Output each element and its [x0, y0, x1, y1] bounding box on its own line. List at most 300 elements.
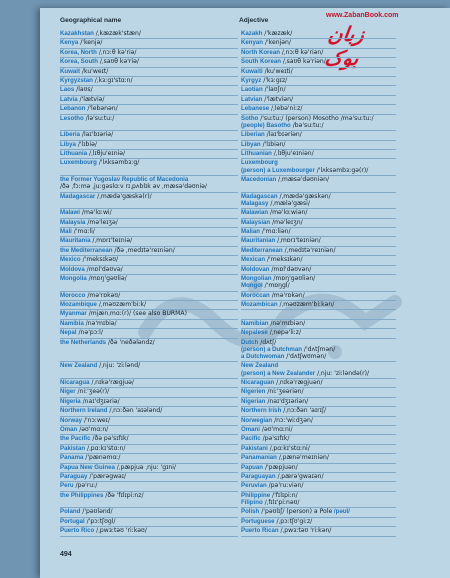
- table-row: [60, 49, 396, 58]
- table-row: [60, 266, 396, 275]
- entry-line: [241, 167, 396, 174]
- pronunciation: /ðə 'fɪlɪpiːnz/: [103, 491, 144, 499]
- adjective-cell: [241, 508, 396, 517]
- pronunciation: /'lʌksəmbɜːg/: [96, 159, 140, 167]
- entry-line: [241, 282, 396, 289]
- geographical-name-cell: [60, 159, 238, 176]
- headword: Peru: [60, 482, 74, 490]
- entry-line: [60, 492, 238, 499]
- adjective-cell: [241, 86, 396, 95]
- pronunciation: /ðə ˌfɔːmə ˌjuːgəslɑːv rɪˌpʌblɪk əv ˌmæsə'dəʊniə/: [60, 183, 207, 191]
- headword: Madagascar: [60, 192, 96, 200]
- pronunciation: /'lætviə/: [77, 95, 105, 103]
- table-row: [60, 141, 396, 150]
- entry-line: [60, 417, 238, 424]
- adjective-cell: [241, 473, 396, 482]
- entry-line: [60, 482, 238, 489]
- headword: Mali: [60, 228, 72, 235]
- headword: Moroccan: [241, 291, 270, 299]
- pronunciation: /mə'rɒkəʊ/: [85, 291, 121, 299]
- headword: Moldova: [60, 265, 85, 273]
- entry-line: [241, 339, 396, 346]
- headword: South Korean: [241, 58, 281, 66]
- entry-line: [60, 30, 238, 37]
- table-row: [60, 473, 396, 482]
- headword: Mauritania: [60, 237, 91, 245]
- pronunciation: /ˌmædə'gæskən/: [277, 192, 331, 200]
- table-row: [60, 388, 396, 397]
- geographical-name-cell: [60, 417, 238, 426]
- headword: Malawian: [241, 209, 269, 217]
- pronunciation: /nɔː'wiːdʒən/: [272, 416, 313, 424]
- table-row: [60, 292, 396, 301]
- pronunciation: /ku'weɪti/: [262, 67, 293, 75]
- entry-line: [241, 320, 396, 327]
- pronunciation: /ˌmæsə'dəʊniən/: [276, 176, 330, 183]
- adjective-cell: [241, 518, 396, 527]
- table-row: [60, 398, 396, 407]
- entry-line: [241, 176, 396, 183]
- headword: Norwegian: [241, 416, 273, 424]
- pronunciation: /mɒl'dəʊvə/: [84, 265, 123, 273]
- table-row: [60, 379, 396, 388]
- pronunciation: /mɒŋ'gəʊliə/: [86, 275, 127, 282]
- entry-line: [60, 518, 238, 525]
- geographical-name-cell: [60, 77, 238, 86]
- pronunciation: /mə'lɑːwi/: [79, 209, 112, 217]
- pronunciation: /'fɪlɪpiːn/: [270, 491, 298, 499]
- entry-line: [60, 266, 238, 273]
- headword: Nigeria: [60, 397, 81, 405]
- headword: Pakistan: [60, 444, 86, 452]
- adjective-cell: [241, 362, 396, 379]
- pronunciation: /'pɔːtʃʊgl/: [84, 517, 116, 525]
- pronunciation: /'kenjə/: [78, 39, 103, 47]
- pronunciation: /ˌnɔːðən 'aɪrɪʃ/: [281, 407, 327, 415]
- adjective-cell: [241, 445, 396, 454]
- pronunciation: /nə'pɔːl/: [76, 329, 103, 337]
- geographical-name-cell: [60, 301, 238, 310]
- entry-line: [60, 150, 238, 157]
- pronunciation: /ˌmɒrɪ'teɪniən/: [275, 237, 321, 245]
- table-row: [60, 159, 396, 176]
- entry-line: [60, 68, 238, 75]
- pronunciation: /'lɪbiən/: [260, 140, 286, 148]
- entry-line: [60, 115, 238, 122]
- pronunciation: /naɪ'dʒɪəriən/: [265, 397, 309, 405]
- geographical-name-cell: [60, 209, 238, 218]
- entry-line: [241, 49, 396, 56]
- entry-line: [60, 58, 238, 65]
- table-row: [60, 247, 396, 256]
- entry-line: [241, 219, 396, 226]
- entry-line: [60, 141, 238, 148]
- headword: North Korean: [241, 48, 280, 56]
- entry-line: [60, 159, 238, 166]
- pronunciation: /'lætviən/: [262, 95, 294, 103]
- adjective-cell: [241, 176, 396, 193]
- geographical-name-cell: [60, 105, 238, 114]
- headword: Kuwait: [60, 67, 80, 75]
- headword: /pəʊl/: [332, 508, 350, 516]
- entry-line: [60, 388, 238, 395]
- pronunciation: /mə'rɒkən/: [269, 291, 305, 299]
- table-row: [60, 339, 396, 363]
- headword: Mongol: [241, 282, 263, 290]
- geographical-name-cell: [60, 176, 238, 193]
- adjective-cell: [241, 464, 396, 473]
- headword: (person) a Luxembourger: [241, 166, 315, 174]
- pronunciation: /ˌpwɜːtəʊ 'riːkən/: [278, 527, 332, 535]
- pronunciation: /lə'suːtuː/: [83, 114, 115, 122]
- pronunciation: /mi̯ænˌmɑː(r)/ (see also BURMA): [86, 310, 187, 318]
- table-row: [60, 150, 396, 159]
- entry-line: [60, 310, 238, 317]
- entry-line: [60, 131, 238, 138]
- geographical-name-cell: [60, 49, 238, 58]
- headword: Luxembourg: [241, 159, 278, 167]
- headword: Laos: [60, 86, 75, 94]
- table-row: [60, 445, 396, 454]
- pronunciation: /mə'lɑːwiən/: [268, 209, 308, 217]
- pronunciation: /laʊs/: [74, 86, 93, 94]
- table-row: [60, 508, 396, 517]
- entry-line: [241, 527, 396, 534]
- headword: Puerto Rico: [60, 527, 95, 535]
- headword: Northern Irish: [241, 407, 282, 415]
- table-row: [60, 228, 396, 237]
- table-row: [60, 320, 396, 329]
- adjective-cell: [241, 141, 396, 150]
- headword: Malaysian: [241, 218, 271, 226]
- headword: Mauritanian: [241, 237, 276, 245]
- headword: Liberia: [60, 131, 80, 139]
- headword: Namibian: [241, 319, 269, 327]
- headword: Kazakhstan: [60, 30, 94, 37]
- adjective-cell: [241, 256, 396, 265]
- headword: Kenya: [60, 39, 79, 47]
- table-row: [60, 518, 396, 527]
- entry-line: [60, 247, 238, 254]
- adjective-cell: [241, 219, 396, 228]
- table-row: [60, 193, 396, 210]
- headword: Polish: [241, 508, 260, 516]
- headword: Korea, North: [60, 48, 97, 56]
- pronunciation: /ˌnɪkə'rægjuə/: [89, 379, 134, 386]
- headword: Nigerien: [241, 388, 266, 396]
- adjective-cell: [241, 209, 396, 218]
- entry-line: [241, 492, 396, 499]
- pronunciation: /ˌməʊzæm'biːkən/: [277, 301, 335, 308]
- table-row: [60, 435, 396, 444]
- table-row: [60, 310, 396, 319]
- adjective-cell: [241, 417, 396, 426]
- headword: Mexico: [60, 256, 81, 264]
- headword: Lebanese: [241, 105, 270, 113]
- pronunciation: /naɪ'dʒɪəriə/: [80, 397, 120, 405]
- headword: Lesotho: [60, 114, 84, 122]
- geographical-name-cell: [60, 320, 238, 329]
- geographical-name-cell: [60, 339, 238, 363]
- headword: the Netherlands: [60, 338, 107, 346]
- entry-line: [60, 329, 238, 336]
- table-row: [60, 86, 396, 95]
- pronunciation: /ˌnɔːθ kə'riən/: [279, 48, 324, 56]
- table-row: [60, 492, 396, 509]
- table-row: [60, 58, 396, 67]
- entry-line: [241, 454, 396, 461]
- headword: Portugal: [60, 517, 85, 525]
- entry-line: [241, 518, 396, 525]
- headword: the Philippines: [60, 491, 104, 499]
- headword: Myanmar: [60, 310, 87, 318]
- entry-line: [241, 209, 396, 216]
- geographical-name-cell: [60, 86, 238, 95]
- headword: Lebanon: [60, 105, 86, 113]
- pronunciation: /ˌlɪθju'eɪniən/: [271, 150, 314, 157]
- entry-line: [241, 159, 396, 166]
- entry-line: [60, 49, 238, 56]
- entry-line: [241, 247, 396, 254]
- headword: Northern Ireland: [60, 407, 108, 415]
- table-row: [60, 464, 396, 473]
- headword: Filipino: [241, 499, 263, 506]
- pronunciation: /ˌməʊzæm'biːk/: [96, 301, 147, 308]
- pronunciation: /'suːtuː/ (person) Mosotho /mə'suːtuː/: [258, 114, 374, 122]
- headword: (people) Basotho: [241, 121, 291, 129]
- headword: Oman: [60, 426, 78, 433]
- headword: Poland: [60, 508, 81, 516]
- headword: Macedonian: [241, 176, 277, 183]
- entry-line: [60, 426, 238, 433]
- headword: Latvian: [241, 95, 263, 103]
- entry-line: [60, 39, 238, 46]
- headword: Mediterranean: [241, 246, 283, 254]
- adjective-cell: [241, 68, 396, 77]
- geographical-name-cell: [60, 464, 238, 473]
- page-number: 494: [60, 551, 72, 558]
- entry-line: [60, 398, 238, 405]
- entry-line: [241, 388, 396, 395]
- adjective-cell: [241, 492, 396, 509]
- geographical-name-cell: [60, 473, 238, 482]
- adjective-cell: [241, 329, 396, 338]
- headword: Latvia: [60, 95, 78, 103]
- adjective-cell: [241, 159, 396, 176]
- geographical-name-cell: [60, 407, 238, 416]
- entry-line: [241, 407, 396, 414]
- geographical-name-cell: [60, 388, 238, 397]
- pronunciation: /'lʌksəmbɜːgə(r)/: [314, 166, 369, 174]
- table-row: [60, 77, 396, 86]
- adjective-cell: [241, 131, 396, 140]
- entry-line: [60, 193, 238, 200]
- headword: Papua New Guinea: [60, 463, 115, 471]
- geographical-name-cell: [60, 193, 238, 210]
- headword: Kuwaiti: [241, 67, 263, 75]
- adjective-cell: [241, 58, 396, 67]
- entry-line: [60, 219, 238, 226]
- headword: Portuguese: [241, 517, 275, 525]
- geographical-name-cell: [60, 39, 238, 48]
- geographical-name-cell: [60, 237, 238, 246]
- table-row: [60, 68, 396, 77]
- pronunciation: /ˌsaʊθ kə'riə/: [97, 58, 139, 66]
- headword: Panama: [60, 454, 84, 462]
- geographical-name-cell: [60, 310, 238, 319]
- headword: Laotian: [241, 86, 263, 94]
- pronunciation: /laɪ'bɪəriə/: [79, 131, 114, 139]
- geographical-name-cell: [60, 492, 238, 509]
- headword: a Dutchwoman: [241, 353, 285, 360]
- pronunciation: /'laʊʃn/: [262, 86, 286, 94]
- pronunciation: /ˌnepə'liːz/: [267, 329, 302, 337]
- adjective-cell: [241, 105, 396, 114]
- entry-line: [241, 86, 396, 93]
- entry-line: [60, 292, 238, 299]
- entry-line: [241, 499, 396, 506]
- pronunciation: /ðə ˌmedɪtə'reɪniən/: [112, 246, 175, 254]
- headword: Namibia: [60, 319, 84, 327]
- entry-line: [60, 86, 238, 93]
- entry-line: [60, 464, 238, 471]
- table-row: [60, 275, 396, 292]
- entry-line: [241, 237, 396, 244]
- adjective-cell: [241, 339, 396, 363]
- pronunciation: /ˌnɔːðən 'aɪələnd/: [107, 407, 163, 415]
- headword: Luxembourg: [60, 159, 97, 167]
- headword: Mexican: [241, 256, 266, 264]
- headword: Nepalese: [241, 329, 268, 337]
- headword: (person) a New Zealander: [241, 369, 316, 377]
- adjective-cell: [241, 96, 396, 105]
- pronunciation: /ˌpɑːkɪ'stɑːn/: [85, 444, 126, 452]
- headword: Puerto Rican: [241, 527, 279, 535]
- pronunciation: /ku'weɪt/: [79, 67, 109, 75]
- pronunciation: /ˌmælə'gæsi/: [268, 199, 310, 207]
- adjective-cell: [241, 435, 396, 444]
- geographical-name-cell: [60, 256, 238, 265]
- geographical-name-cell: [60, 58, 238, 67]
- table-row: [60, 407, 396, 416]
- entry-line: [241, 435, 396, 442]
- logo-url: www.ZabanBook.com: [326, 12, 399, 19]
- table-row: [60, 237, 396, 246]
- entry-line: [241, 329, 396, 336]
- entry-line: [60, 96, 238, 103]
- adjective-cell: [241, 115, 396, 132]
- pronunciation: /pə'ruː/: [73, 482, 98, 490]
- pronunciation: /ˌpwɜːtəʊ 'riːkəʊ/: [94, 527, 147, 535]
- headword: the Pacific: [60, 435, 91, 443]
- geographical-name-cell: [60, 445, 238, 454]
- pronunciation: /bə'suːtuː/: [290, 121, 324, 129]
- headword: the Former Yugoslav Republic of Macedonia: [60, 176, 189, 183]
- entry-line: [60, 183, 238, 190]
- table-row: [60, 362, 396, 379]
- pronunciation: /mɒl'dəʊvən/: [269, 265, 312, 273]
- pronunciation: /'nɔːweɪ/: [82, 416, 110, 424]
- pronunciation: /ˌkɜːgɪ'stɑːn/: [92, 77, 133, 84]
- geographical-name-cell: [60, 247, 238, 256]
- pronunciation: /ˌnjuː 'ziːlənd/: [97, 362, 141, 370]
- adjective-cell: [241, 454, 396, 463]
- adjective-cell: [241, 301, 396, 310]
- pronunciation: /'kæzæk/: [262, 30, 293, 37]
- headword: Malaysia: [60, 218, 86, 226]
- pronunciation: /'kɜːgɪz/: [261, 77, 288, 84]
- adjective-cell: [241, 482, 396, 491]
- headword: Pakistani: [241, 444, 268, 452]
- entry-line: [241, 370, 396, 377]
- entry-line: [60, 256, 238, 263]
- headword: Mongolia: [60, 275, 87, 282]
- table-row: [60, 30, 396, 39]
- entry-line: [60, 275, 238, 282]
- pronunciation: /ˌkæzæk'stæn/: [93, 30, 141, 37]
- pronunciation: /ˌlɪθju'eɪniə/: [87, 150, 126, 157]
- entry-line: [241, 301, 396, 308]
- brand-logo: زبان بوک: [323, 22, 366, 70]
- entry-line: [60, 445, 238, 452]
- entry-line: [60, 473, 238, 480]
- pronunciation: /ˌpæpjuə ˌnjuː 'gɪni/: [114, 463, 176, 471]
- entry-line: [241, 105, 396, 112]
- entry-line: [60, 379, 238, 386]
- headword: Nigerian: [241, 397, 266, 405]
- entry-line: [241, 39, 396, 46]
- headword: Malawi: [60, 209, 80, 217]
- table-row: [60, 209, 396, 218]
- adjective-cell: [241, 266, 396, 275]
- pronunciation: /laɪ'bɪəriən/: [264, 131, 302, 139]
- headword: New Zealand: [60, 362, 98, 370]
- column-header-adjective: Adjective: [239, 17, 269, 24]
- headword: Moldovan: [241, 265, 270, 273]
- adjective-cell: [241, 310, 396, 319]
- headword: Malagasy: [241, 199, 269, 207]
- entry-line: [60, 237, 238, 244]
- pronunciation: /'mɑːli/: [71, 228, 95, 235]
- entry-line: [241, 473, 396, 480]
- table-row: [60, 96, 396, 105]
- adjective-cell: [241, 426, 396, 435]
- column-header-geographical-name: Geographical name: [60, 17, 122, 24]
- headword: Madagascan: [241, 192, 278, 200]
- table-row: [60, 105, 396, 114]
- headword: Peruvian: [241, 482, 267, 490]
- headword: the Mediterranean: [60, 246, 113, 254]
- entry-line: [60, 435, 238, 442]
- pronunciation: /əʊ'mɑːni/: [259, 426, 293, 433]
- headword: Liberian: [241, 131, 265, 139]
- pronunciation: /ˌfɪlɪ'piːnəʊ/: [262, 499, 300, 506]
- table-row: [60, 527, 396, 536]
- table-row: [60, 426, 396, 435]
- entry-line: [60, 301, 238, 308]
- table-row: [60, 417, 396, 426]
- table-row: [60, 301, 396, 310]
- entry-line: [60, 339, 238, 346]
- headword: Korea, South: [60, 58, 98, 66]
- adjective-cell: [241, 39, 396, 48]
- adjective-cell: [241, 527, 396, 536]
- geographical-name-cell: [60, 96, 238, 105]
- geographical-name-cell: [60, 115, 238, 132]
- adjective-cell: [241, 77, 396, 86]
- headword: Sotho: [241, 114, 259, 122]
- geographical-name-cell: [60, 131, 238, 140]
